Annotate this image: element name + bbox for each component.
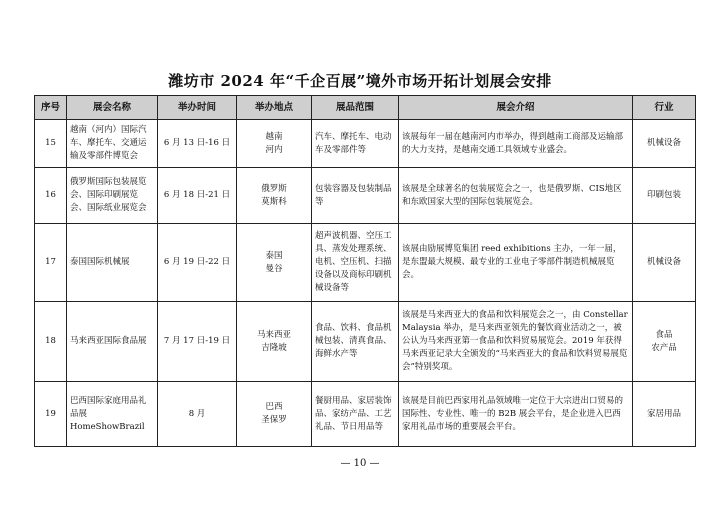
header-intro: 展会介绍 xyxy=(399,96,633,120)
cell-time: 6 月 13 日-16 日 xyxy=(158,120,237,168)
cell-industry: 印刷包装 xyxy=(633,168,696,224)
cell-time: 8 月 xyxy=(158,382,237,447)
header-industry: 行业 xyxy=(633,96,696,120)
cell-industry: 机械设备 xyxy=(633,120,696,168)
cell-name: 俄罗斯国际包装展览会、国际印刷展览会、国际纸业展览会 xyxy=(67,168,158,224)
cell-intro: 该展是马来西亚大的食品和饮料展览会之一，由 Constellar Malaysia 举办，是马来西亚领先的餐饮商业活动之一，被公认为马来西亚第一食品和饮料贸易展览会。2019 年获得马来西亚记录大全颁发的“马来西亚大的食品和饮料贸易展览会”特别奖项。 xyxy=(399,302,633,382)
cell-time: 7 月 17 日-19 日 xyxy=(158,302,237,382)
cell-time: 6 月 19 日-22 日 xyxy=(158,224,237,302)
header-no: 序号 xyxy=(35,96,67,120)
page-title: 潍坊市 2024 年“千企百展”境外市场开拓计划展会安排 xyxy=(168,72,552,90)
cell-scope: 餐厨用品、家居装饰品、家纺产品、工艺礼品、节日用品等 xyxy=(312,382,399,447)
cell-name: 越南（河内）国际汽车、摩托车、交通运输及零部件博览会 xyxy=(67,120,158,168)
cell-no: 15 xyxy=(35,120,67,168)
cell-place: 马来西亚 吉隆坡 xyxy=(237,302,312,382)
cell-scope: 超声波机器、空压工具、蒸发处理系统、电机、空压机、扫描设备以及商标印刷机械设备等 xyxy=(312,224,399,302)
cell-scope: 食品、饮料、食品机械包装、清真食品、海鲜水产等 xyxy=(312,302,399,382)
table-header-row xyxy=(35,96,696,120)
table-row xyxy=(35,168,696,224)
table-row xyxy=(35,302,696,382)
cell-industry: 食品 农产品 xyxy=(633,302,696,382)
cell-industry: 机械设备 xyxy=(633,224,696,302)
cell-place: 泰国 曼谷 xyxy=(237,224,312,302)
cell-no: 19 xyxy=(35,382,67,447)
cell-industry: 家居用品 xyxy=(633,382,696,447)
cell-intro: 该展是全球著名的包装展览会之一，也是俄罗斯、CIS地区和东欧国家大型的国际包装展览会。 xyxy=(399,168,633,224)
cell-intro: 该展每年一届在越南河内市举办，得到越南工商部及运输部的大力支持，是越南交通工具领域专业盛会。 xyxy=(399,120,633,168)
cell-scope: 包装容器及包装制品等 xyxy=(312,168,399,224)
header-time: 举办时间 xyxy=(158,96,237,120)
cell-place: 巴西 圣保罗 xyxy=(237,382,312,447)
exhibition-table xyxy=(34,95,696,447)
cell-intro: 该展由励展博览集团 reed exhibitions 主办，一年一届，是东盟最大规模、最专业的工业电子零部件制造机械展览会。 xyxy=(399,224,633,302)
cell-no: 17 xyxy=(35,224,67,302)
cell-intro: 该展是目前巴西家用礼品领域唯一定位于大宗进出口贸易的国际性、专业性、唯一的 B2B 展会平台，是企业进入巴西家用礼品市场的重要展会平台。 xyxy=(399,382,633,447)
cell-time: 6 月 18 日-21 日 xyxy=(158,168,237,224)
cell-name: 泰国国际机械展 xyxy=(67,224,158,302)
page-number: — 10 — xyxy=(340,458,380,469)
header-name: 展会名称 xyxy=(67,96,158,120)
header-place: 举办地点 xyxy=(237,96,312,120)
cell-name: 巴西国际家庭用品礼品展 HomeShowBrazil xyxy=(67,382,158,447)
cell-scope: 汽车、摩托车、电动车及零部件等 xyxy=(312,120,399,168)
table-row xyxy=(35,224,696,302)
table-row xyxy=(35,120,696,168)
table-row xyxy=(35,382,696,447)
cell-place: 俄罗斯 莫斯科 xyxy=(237,168,312,224)
cell-place: 越南 河内 xyxy=(237,120,312,168)
cell-name: 马来西亚国际食品展 xyxy=(67,302,158,382)
cell-no: 18 xyxy=(35,302,67,382)
cell-no: 16 xyxy=(35,168,67,224)
header-scope: 展品范围 xyxy=(312,96,399,120)
